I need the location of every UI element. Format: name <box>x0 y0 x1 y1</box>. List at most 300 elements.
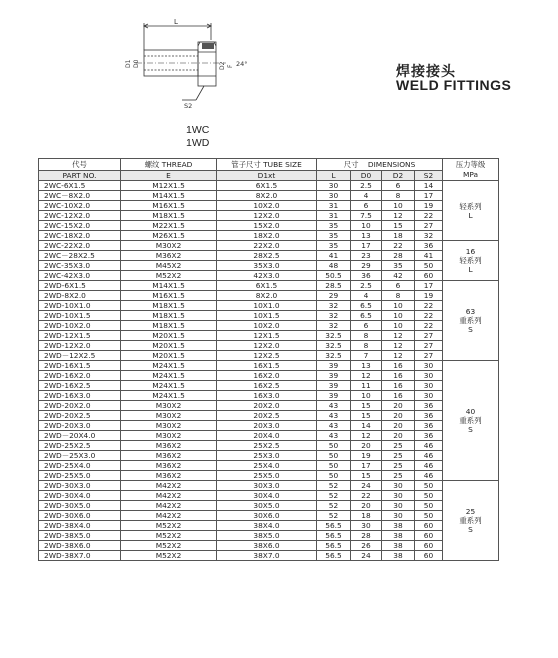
cell-l: 35 <box>317 221 351 231</box>
cell-l: 35 <box>317 241 351 251</box>
series-code: 1WD <box>186 137 210 149</box>
series-code: 1WC <box>186 124 210 136</box>
cell-d2: 38 <box>382 541 415 551</box>
pressure-class-line: 重系列 <box>459 416 482 425</box>
cell-part-no: 2WD-30X5.0 <box>39 501 121 511</box>
cell-s2: 22 <box>415 311 443 321</box>
cell-thread: M52X2 <box>121 541 217 551</box>
cell-part-no: 2WD-16X2.0 <box>39 371 121 381</box>
cell-tube-size: 38X6.0 <box>217 541 317 551</box>
table-row <box>39 541 499 551</box>
cell-s2: 22 <box>415 321 443 331</box>
cell-part-no: 2WD-10X1.0 <box>39 301 121 311</box>
dim-l-label: L <box>174 18 178 26</box>
cell-d0: 24 <box>351 551 382 561</box>
cell-l: 32.5 <box>317 341 351 351</box>
cell-tube-size: 35X3.0 <box>217 261 317 271</box>
cell-tube-size: 38X4.0 <box>217 521 317 531</box>
cell-s2: 50 <box>415 261 443 271</box>
cell-tube-size: 6X1.5 <box>217 281 317 291</box>
cell-d2: 25 <box>382 451 415 461</box>
cell-l: 31 <box>317 211 351 221</box>
cell-part-no: 2WD-20X2.0 <box>39 401 121 411</box>
cell-thread: M36X2 <box>121 441 217 451</box>
pressure-class-line: L <box>468 210 473 220</box>
cell-l: 30 <box>317 191 351 201</box>
header-dimensions-en: DIMENSIONS <box>367 160 416 169</box>
cell-d2: 6 <box>382 281 415 291</box>
cell-part-no: 2WD-16X3.0 <box>39 391 121 401</box>
table-row <box>39 301 499 311</box>
header-thread-e: E <box>121 171 217 181</box>
angle-label: 24° <box>236 60 248 68</box>
cell-tube-size: 22X2.0 <box>217 241 317 251</box>
pressure-class-cell <box>443 481 499 561</box>
cell-tube-size: 12X1.5 <box>217 331 317 341</box>
cell-d2: 25 <box>382 461 415 471</box>
cell-d0: 20 <box>351 501 382 511</box>
pressure-class-line: 重系列 <box>459 516 482 525</box>
cell-s2: 17 <box>415 191 443 201</box>
cell-s2: 19 <box>415 201 443 211</box>
title-english: WELD FITTINGS <box>396 77 512 93</box>
cell-l: 32 <box>317 311 351 321</box>
cell-l: 28.5 <box>317 281 351 291</box>
pressure-class-line: 轻系列 <box>459 256 482 265</box>
table-row <box>39 221 499 231</box>
cell-part-no: 2WC-10X2.0 <box>39 201 121 211</box>
cell-d0: 23 <box>351 251 382 261</box>
cell-l: 50 <box>317 461 351 471</box>
cell-s2: 60 <box>415 551 443 561</box>
cell-part-no: 2WD-30X3.0 <box>39 481 121 491</box>
cell-s2: 27 <box>415 331 443 341</box>
cell-d0: 22 <box>351 491 382 501</box>
table-row <box>39 381 499 391</box>
cell-thread: M52X2 <box>121 531 217 541</box>
cell-d0: 7.5 <box>351 211 382 221</box>
cell-thread: M30X2 <box>121 241 217 251</box>
pressure-class-line: 轻系列 <box>459 201 482 211</box>
table-row <box>39 331 499 341</box>
cell-thread: M36X2 <box>121 451 217 461</box>
pressure-class-line: 40 <box>465 407 476 416</box>
table-row <box>39 371 499 381</box>
cell-tube-size: 12X2.0 <box>217 211 317 221</box>
header-s2: S2 <box>415 171 443 181</box>
cell-tube-size: 25X3.0 <box>217 451 317 461</box>
table-row <box>39 501 499 511</box>
header-pressure-zh: 压力等级 <box>455 159 486 169</box>
header-d0: D0 <box>351 171 382 181</box>
cell-thread: M16X1.5 <box>121 291 217 301</box>
table-row <box>39 181 499 191</box>
table-row <box>39 531 499 541</box>
fittings-table <box>38 158 499 561</box>
cell-l: 56.5 <box>317 541 351 551</box>
cell-d0: 15 <box>351 471 382 481</box>
cell-d0: 19 <box>351 451 382 461</box>
cell-thread: M30X2 <box>121 401 217 411</box>
cell-tube-size: 25X5.0 <box>217 471 317 481</box>
cell-part-no: 2WD-16X1.5 <box>39 361 121 371</box>
cell-s2: 46 <box>415 461 443 471</box>
cell-d0: 4 <box>351 191 382 201</box>
cell-l: 39 <box>317 391 351 401</box>
cell-part-no: 2WD-20X2.5 <box>39 411 121 421</box>
cell-d0: 6 <box>351 321 382 331</box>
cell-l: 43 <box>317 411 351 421</box>
cell-s2: 30 <box>415 361 443 371</box>
cell-thread: M12X1.5 <box>121 181 217 191</box>
cell-l: 48 <box>317 261 351 271</box>
cell-thread: M36X2 <box>121 471 217 481</box>
cell-d2: 35 <box>382 261 415 271</box>
cell-s2: 50 <box>415 511 443 521</box>
cell-l: 30 <box>317 181 351 191</box>
cell-tube-size: 8X2.0 <box>217 191 317 201</box>
cell-l: 29 <box>317 291 351 301</box>
cell-tube-size: 30X3.0 <box>217 481 317 491</box>
cell-s2: 36 <box>415 411 443 421</box>
cell-d2: 16 <box>382 371 415 381</box>
cell-l: 52 <box>317 501 351 511</box>
table-row <box>39 231 499 241</box>
cell-thread: M42X2 <box>121 501 217 511</box>
cell-d2: 12 <box>382 211 415 221</box>
cell-thread: M16X1.5 <box>121 201 217 211</box>
cell-s2: 30 <box>415 391 443 401</box>
pressure-class-cell <box>443 181 499 241</box>
cell-part-no: 2WD-25X4.0 <box>39 461 121 471</box>
cell-l: 32 <box>317 321 351 331</box>
cell-s2: 60 <box>415 541 443 551</box>
header-thread: 螺纹 THREAD <box>121 159 217 171</box>
cell-l: 39 <box>317 361 351 371</box>
cell-part-no: 2WD-30X4.0 <box>39 491 121 501</box>
table-row <box>39 241 499 251</box>
cell-s2: 50 <box>415 481 443 491</box>
cell-tube-size: 16X2.0 <box>217 371 317 381</box>
cell-d2: 15 <box>382 221 415 231</box>
table-row <box>39 431 499 441</box>
cell-d2: 28 <box>382 251 415 261</box>
cell-thread: M36X2 <box>121 251 217 261</box>
cell-tube-size: 30X4.0 <box>217 491 317 501</box>
dim-f-label: F <box>227 64 234 68</box>
cell-part-no: 2WD-25X2.5 <box>39 441 121 451</box>
cell-part-no: 2WD－25X3.0 <box>39 451 121 461</box>
cell-d2: 20 <box>382 431 415 441</box>
cell-s2: 60 <box>415 271 443 281</box>
cell-tube-size: 25X2.5 <box>217 441 317 451</box>
cell-l: 31 <box>317 201 351 211</box>
cell-d2: 25 <box>382 471 415 481</box>
cell-d2: 6 <box>382 181 415 191</box>
table-row <box>39 511 499 521</box>
cell-d0: 29 <box>351 261 382 271</box>
cell-tube-size: 20X2.5 <box>217 411 317 421</box>
cell-thread: M24X1.5 <box>121 361 217 371</box>
cell-l: 39 <box>317 381 351 391</box>
cell-d0: 17 <box>351 241 382 251</box>
header-pressure <box>443 159 499 181</box>
table-row <box>39 311 499 321</box>
pressure-class-line: 重系列 <box>459 316 482 325</box>
cell-part-no: 2WD-20X3.0 <box>39 421 121 431</box>
cell-s2: 41 <box>415 251 443 261</box>
cell-d2: 30 <box>382 491 415 501</box>
cell-d0: 4 <box>351 291 382 301</box>
cell-d0: 12 <box>351 431 382 441</box>
cell-s2: 30 <box>415 371 443 381</box>
cell-l: 52 <box>317 491 351 501</box>
cell-d0: 26 <box>351 541 382 551</box>
cell-d2: 12 <box>382 331 415 341</box>
cell-tube-size: 30X5.0 <box>217 501 317 511</box>
cell-d0: 11 <box>351 381 382 391</box>
cell-s2: 46 <box>415 471 443 481</box>
cell-d0: 13 <box>351 361 382 371</box>
cell-tube-size: 16X2.5 <box>217 381 317 391</box>
cell-d0: 14 <box>351 421 382 431</box>
table-row <box>39 291 499 301</box>
cell-thread: M30X2 <box>121 431 217 441</box>
pressure-group <box>39 241 499 281</box>
table-row <box>39 211 499 221</box>
cell-thread: M14X1.5 <box>121 281 217 291</box>
table-row <box>39 281 499 291</box>
cell-thread: M36X2 <box>121 461 217 471</box>
table-row <box>39 321 499 331</box>
cell-d2: 16 <box>382 391 415 401</box>
cell-d2: 22 <box>382 241 415 251</box>
cell-s2: 50 <box>415 491 443 501</box>
pressure-group <box>39 281 499 361</box>
cell-s2: 30 <box>415 381 443 391</box>
cell-s2: 60 <box>415 531 443 541</box>
table-row <box>39 191 499 201</box>
cell-s2: 19 <box>415 291 443 301</box>
cell-tube-size: 10X2.0 <box>217 201 317 211</box>
table-row <box>39 521 499 531</box>
cell-tube-size: 25X4.0 <box>217 461 317 471</box>
cell-d0: 18 <box>351 511 382 521</box>
cell-tube-size: 16X3.0 <box>217 391 317 401</box>
cell-d2: 20 <box>382 421 415 431</box>
table-row <box>39 421 499 431</box>
cell-s2: 32 <box>415 231 443 241</box>
cell-d0: 20 <box>351 441 382 451</box>
cell-thread: M42X2 <box>121 511 217 521</box>
cell-d2: 12 <box>382 351 415 361</box>
cell-d0: 17 <box>351 461 382 471</box>
cell-d0: 28 <box>351 531 382 541</box>
cell-thread: M18X1.5 <box>121 211 217 221</box>
table-row <box>39 411 499 421</box>
cell-d2: 8 <box>382 291 415 301</box>
cell-d0: 6.5 <box>351 301 382 311</box>
cell-s2: 36 <box>415 241 443 251</box>
cell-d0: 30 <box>351 521 382 531</box>
cell-tube-size: 12X2.5 <box>217 351 317 361</box>
cell-l: 32.5 <box>317 331 351 341</box>
cell-d2: 10 <box>382 311 415 321</box>
cell-part-no: 2WC-22X2.0 <box>39 241 121 251</box>
cell-s2: 36 <box>415 401 443 411</box>
cell-tube-size: 38X7.0 <box>217 551 317 561</box>
table-row <box>39 261 499 271</box>
cell-l: 52 <box>317 511 351 521</box>
cell-l: 43 <box>317 401 351 411</box>
dim-d1-label: D1 <box>125 59 132 68</box>
cell-d0: 15 <box>351 401 382 411</box>
cell-tube-size: 18X2.0 <box>217 231 317 241</box>
cell-tube-size: 10X1.0 <box>217 301 317 311</box>
cell-thread: M18X1.5 <box>121 311 217 321</box>
cell-d0: 36 <box>351 271 382 281</box>
cell-l: 50 <box>317 451 351 461</box>
cell-s2: 14 <box>415 181 443 191</box>
cell-tube-size: 20X2.0 <box>217 401 317 411</box>
subheader-row <box>39 171 499 181</box>
dim-d0-label: D0 <box>133 59 140 68</box>
cell-s2: 22 <box>415 211 443 221</box>
table-row <box>39 361 499 371</box>
header-row <box>39 159 499 171</box>
cell-d0: 13 <box>351 231 382 241</box>
cell-d2: 10 <box>382 301 415 311</box>
cell-part-no: 2WD-10X1.5 <box>39 311 121 321</box>
cell-l: 43 <box>317 431 351 441</box>
table-row <box>39 551 499 561</box>
cell-thread: M20X1.5 <box>121 351 217 361</box>
cell-part-no: 2WD-6X1.5 <box>39 281 121 291</box>
cell-d0: 2.5 <box>351 181 382 191</box>
cell-l: 32.5 <box>317 351 351 361</box>
cell-thread: M22X1.5 <box>121 221 217 231</box>
cell-thread: M42X2 <box>121 481 217 491</box>
pressure-class-cell <box>443 281 499 361</box>
cell-part-no: 2WD-38X4.0 <box>39 521 121 531</box>
header-dimensions <box>317 159 443 171</box>
cell-thread: M26X1.5 <box>121 231 217 241</box>
cell-thread: M45X2 <box>121 261 217 271</box>
pressure-class-line: 25 <box>465 507 476 516</box>
cell-tube-size: 6X1.5 <box>217 181 317 191</box>
cell-s2: 36 <box>415 431 443 441</box>
cell-s2: 27 <box>415 221 443 231</box>
cell-thread: M42X2 <box>121 491 217 501</box>
cell-part-no: 2WC-35X3.0 <box>39 261 121 271</box>
cell-l: 50 <box>317 441 351 451</box>
fitting-diagram <box>108 12 278 112</box>
cell-l: 50.5 <box>317 271 351 281</box>
cell-thread: M18X1.5 <box>121 301 217 311</box>
cell-tube-size: 10X2.0 <box>217 321 317 331</box>
cell-l: 56.5 <box>317 531 351 541</box>
cell-thread: M30X2 <box>121 421 217 431</box>
cell-part-no: 2WC-6X1.5 <box>39 181 121 191</box>
pressure-class-cell <box>443 361 499 481</box>
cell-part-no: 2WD-16X2.5 <box>39 381 121 391</box>
pressure-group <box>39 181 499 241</box>
cell-tube-size: 42X3.0 <box>217 271 317 281</box>
cell-l: 56.5 <box>317 551 351 561</box>
pressure-group <box>39 481 499 561</box>
header-tube-size: 管子尺寸 TUBE SIZE <box>217 159 317 171</box>
cell-s2: 17 <box>415 281 443 291</box>
table-row <box>39 401 499 411</box>
table-row <box>39 441 499 451</box>
cell-tube-size: 10X1.5 <box>217 311 317 321</box>
cell-thread: M24X1.5 <box>121 371 217 381</box>
cell-tube-size: 15X2.0 <box>217 221 317 231</box>
table-row <box>39 471 499 481</box>
cell-d2: 20 <box>382 401 415 411</box>
cell-d0: 8 <box>351 331 382 341</box>
cell-d2: 42 <box>382 271 415 281</box>
cell-d0: 8 <box>351 341 382 351</box>
table-row <box>39 391 499 401</box>
cell-d2: 10 <box>382 321 415 331</box>
cell-s2: 46 <box>415 451 443 461</box>
cell-d0: 12 <box>351 371 382 381</box>
cell-d0: 10 <box>351 391 382 401</box>
cell-s2: 36 <box>415 421 443 431</box>
table-row <box>39 341 499 351</box>
cell-tube-size: 12X2.0 <box>217 341 317 351</box>
table-row <box>39 451 499 461</box>
cell-s2: 27 <box>415 351 443 361</box>
cell-d0: 6.5 <box>351 311 382 321</box>
cell-d2: 25 <box>382 441 415 451</box>
pressure-class-line: 16 <box>465 247 476 256</box>
cell-part-no: 2WD-12X2.0 <box>39 341 121 351</box>
header-dimensions-zh: 尺寸 <box>343 160 359 169</box>
table-row <box>39 491 499 501</box>
dim-d2-label: D2 <box>219 61 226 70</box>
cell-part-no: 2WD-38X6.0 <box>39 541 121 551</box>
pressure-class-line: 63 <box>465 307 476 316</box>
pressure-class-line: L <box>468 265 473 274</box>
cell-tube-size: 20X3.0 <box>217 421 317 431</box>
cell-d0: 15 <box>351 411 382 421</box>
cell-thread: M24X1.5 <box>121 391 217 401</box>
cell-d2: 30 <box>382 481 415 491</box>
header-code: 代号 <box>39 159 121 171</box>
cell-d2: 18 <box>382 231 415 241</box>
cell-d2: 16 <box>382 381 415 391</box>
cell-l: 32 <box>317 301 351 311</box>
header-part-no: PART NO. <box>39 171 121 181</box>
cell-tube-size: 28X2.5 <box>217 251 317 261</box>
cell-d0: 2.5 <box>351 281 382 291</box>
cell-d0: 7 <box>351 351 382 361</box>
cell-d2: 20 <box>382 411 415 421</box>
cell-thread: M24X1.5 <box>121 381 217 391</box>
table-row <box>39 271 499 281</box>
cell-part-no: 2WC-18X2.0 <box>39 231 121 241</box>
cell-d0: 6 <box>351 201 382 211</box>
cell-part-no: 2WD-30X6.0 <box>39 511 121 521</box>
cell-l: 43 <box>317 421 351 431</box>
cell-thread: M30X2 <box>121 411 217 421</box>
cell-part-no: 2WC－8X2.0 <box>39 191 121 201</box>
cell-d2: 38 <box>382 551 415 561</box>
table-row <box>39 461 499 471</box>
cell-tube-size: 8X2.0 <box>217 291 317 301</box>
